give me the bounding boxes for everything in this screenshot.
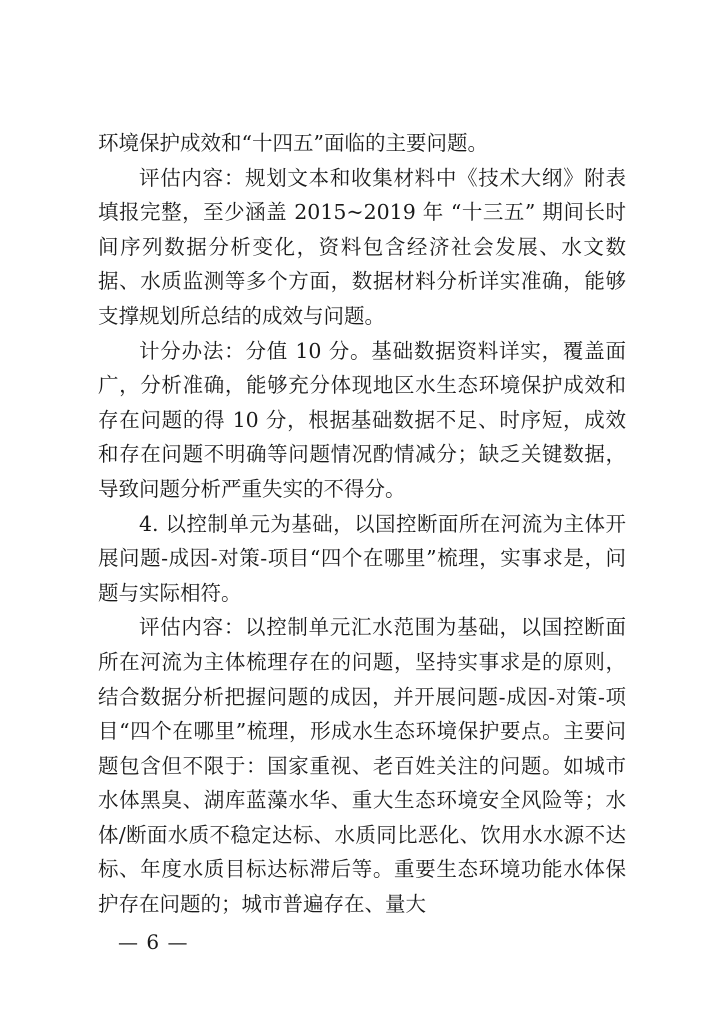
paragraph-assessment-content-1: 评估内容：规划文本和收集材料中《技术大纲》附表填报完整，至少涵盖 2015~2019 年 “十三五” 期间长时间序列数据分析变化，资料包含经济社会发展、水文数据、水质监测等多个方面，数据材料分析详实准确，能够支撑规划所总结的成效与问题。 [98, 165, 626, 328]
paragraph-item-4-heading: 4. 以控制单元为基础，以国控断面所在河流为主体开展问题-成因-对策-项目“四个在哪里”梳理，实事求是，问题与实际相符。 [98, 511, 626, 605]
paragraph-scoring-method: 计分办法：分值 10 分。基础数据资料详实，覆盖面广，分析准确，能够充分体现地区水生态环境保护成效和存在问题的得 10 分，根据基础数据不足、时序短，成效和存在问题不明确等问题情况酌情减分；缺乏关键数据，导致问题分析严重失实的不得分。 [98, 338, 626, 501]
paragraph-continuation: 环境保护成效和“十四五”面临的主要问题。 [98, 131, 488, 155]
page-number: — 6 — [118, 930, 189, 954]
body-text [98, 126, 626, 922]
paragraph-assessment-content-2: 评估内容：以控制单元汇水范围为基础，以国控断面所在河流为主体梳理存在的问题，坚持实事求是的原则，结合数据分析把握问题的成因，并开展问题-成因-对策-项目“四个在哪里”梳理，形成水生态环境保护要点。主要问题包含但不限于：国家重视、老百姓关注的问题。如城市水体黑臭、湖库蓝藻水华、重大生态环境安全风险等；水体/断面水质不稳定达标、水质同比恶化、饮用水水源不达标、年度水质目标达标滞后等。重要生态环境功能水体保护存在问题的；城市普遍存在、量大 [98, 615, 626, 917]
